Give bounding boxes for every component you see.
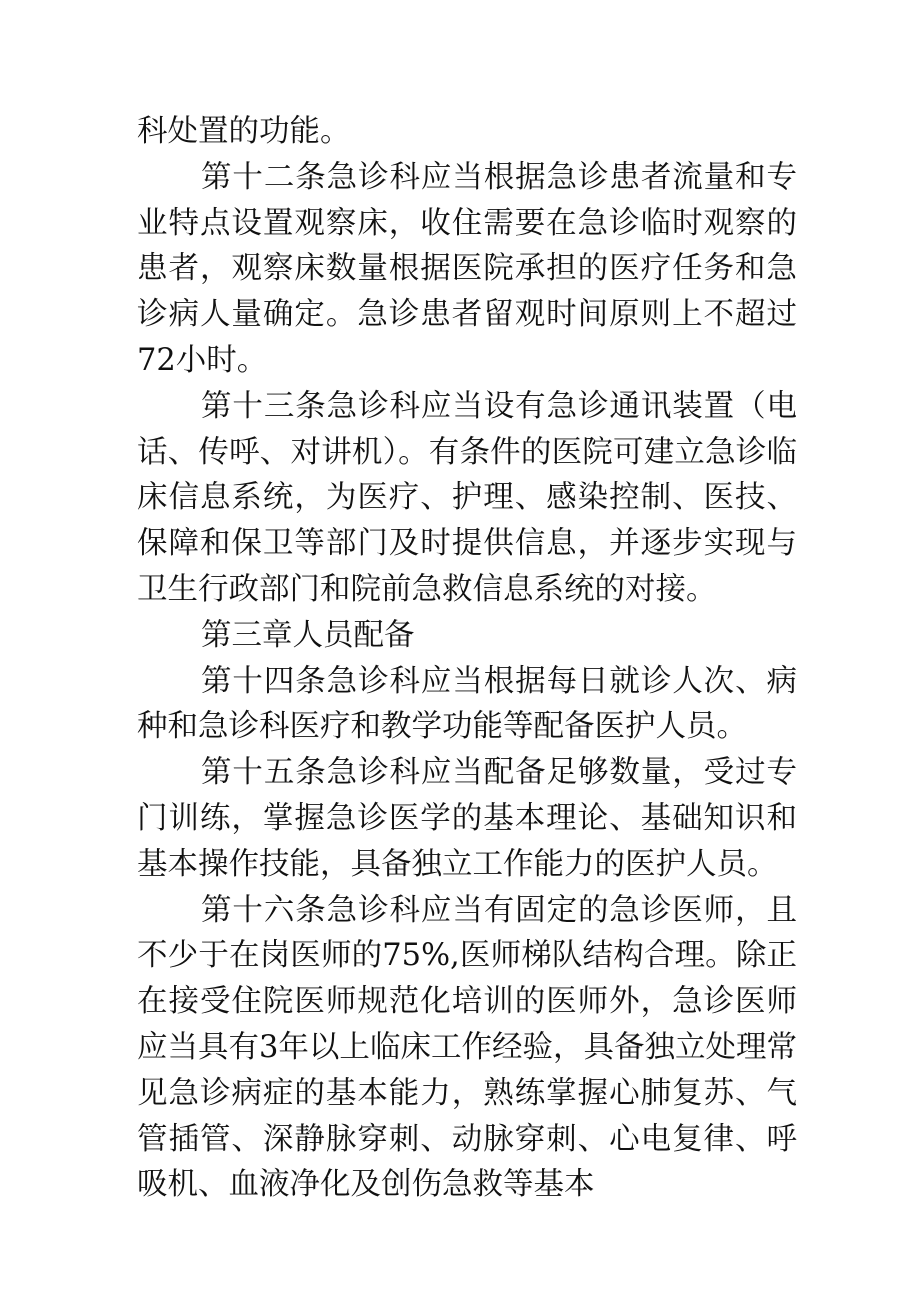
chapter-heading: 第三章人员配备 (201, 617, 415, 653)
paragraph-article-16: 第十六条急诊科应当有固定的急诊医师，且不少于在岗医师的75%,医师梯队结构合理。除正在接受住院医师规范化培训的医师外，急诊医师应当具有3年以上临床工作经验，具备独立处理常见急诊病症的基本能力，熟练掌握心肺复苏、气管插管、深静脉穿刺、动脉穿刺、心电复律、呼吸机、血液净化及创伤急救等基本 (137, 892, 797, 1203)
paragraph-article-15: 第十五条急诊科应当配备足够数量，受过专门训练，掌握急诊医学的基本理论、基础知识和基本操作技能，具备独立工作能力的医护人员。 (137, 755, 797, 882)
paragraph-article-12: 第十二条急诊科应当根据急诊患者流量和专业特点设置观察床，收住需要在急诊临时观察的患者，观察床数量根据医院承担的医疗任务和急诊病人量确定。急诊患者留观时间原则上不超过72小时。 (137, 159, 797, 378)
paragraph-article-13: 第十三条急诊科应当设有急诊通讯装置（电话、传呼、对讲机）。有条件的医院可建立急诊临床信息系统，为医疗、护理、感染控制、医技、保障和保卫等部门及时提供信息，并逐步实现与卫生行政部门和院前急救信息系统的对接。 (137, 388, 797, 607)
paragraph-article-14: 第十四条急诊科应当根据每日就诊人次、病种和急诊科医疗和教学功能等配备医护人员。 (137, 663, 797, 745)
document-body (137, 109, 797, 1208)
paragraph-continuation: 科处置的功能。 (137, 114, 351, 149)
